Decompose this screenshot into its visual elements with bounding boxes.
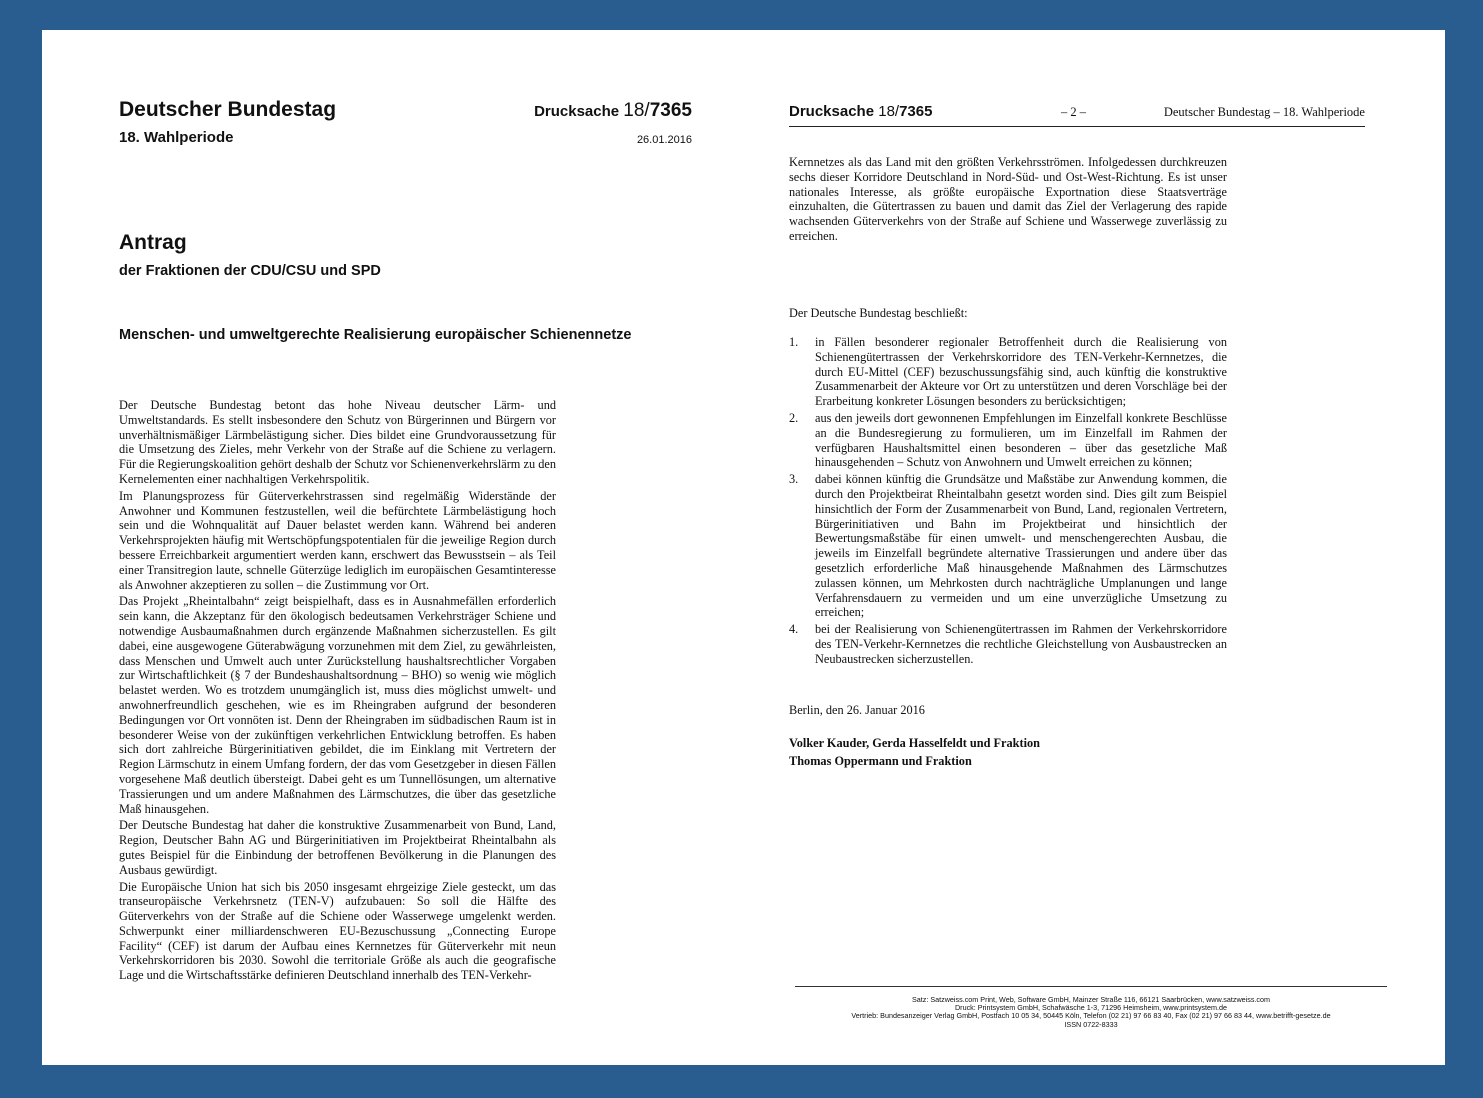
drucksache-label: Drucksache (534, 103, 620, 120)
list-item-text: dabei können künftig die Grundsätze und Maßstäbe zur Anwendung kommen, die durch den Projektbeirat Rheintalbahn gesetzt worden sind. Dies gilt zum Beispiel hinsichtlich der Form der Zusammenarbeit von Bund, Land, regionalen Vertretern, Bürgerinitiativen und Bahn im Projektbeirat und hinsichtlich der Bewertungsmaßstäbe für einen umwelt- und menschengerechten Ausbau, die jeweils im Einzelfall begründete alternative Trassierungen und andere über das gesetzlich erforderliche Maß hinausgehende Maßnahmen des Lärmschutzes zulassen können, um Mehrkosten durch nachträgliche Umplanungen und lange Verfahrensdauern zu vermeiden und um eine unverzügliche Umsetzung zu erreichen; (815, 472, 1227, 620)
list-item (789, 411, 1227, 470)
drucksache-num-part1: 18/ (878, 103, 900, 120)
doc-type-heading: Antrag (119, 231, 187, 254)
list-item-text: aus den jeweils dort gewonnenen Empfehlungen im Einzelfall konkrete Beschlüsse an die Bundesregierung zu formulieren, um im Einzelfall im Rahmen der verfügbaren Haushaltsmittel einen besonderen – über das gesetzliche Maß hinausgehenden – Schutz von Anwohnern und Umwelt erreichen zu können; (815, 410, 1227, 470)
body-paragraph: Die Europäische Union hat sich bis 2050 insgesamt ehrgeizige Ziele gesteckt, um das transeuropäische Verkehrsnetz (TEN-V) aufzubauen: So soll die Hälfte des Güterverkehrs von der Straße auf die Schiene oder Wasserwege umgelenkt werden. Schwerpunkt einer milliardenschweren EU-Bezuschussung „Connecting Europe Facility“ (CEF) ist darum der Aufbau eines Kernnetzes für Güterverkehr mit neun Verkehrskorridoren bis 2030. Sowohl die territoriale Größe als auch die geografische Lage und die Wirtschaftsstärke definieren Deutschland innerhalb des TEN-Verkehr- (119, 879, 556, 983)
drucksache-num-part2: 7365 (649, 100, 692, 121)
imprint-footer (795, 996, 1387, 1029)
right-drucksache-number (789, 103, 932, 120)
continuation-paragraph: Kernnetzes als das Land mit den größten Verkehrsströmen. Infolgedessen durchkreuzen sechs dieser Korridore Deutschland in Nord-Süd- und Ost-West-Richtung. Es ist unser nationales Interesse, als größte europäische Exportnation diese Staatsverträge einzuhalten, die Gütertrassen zu bauen und damit das Ziel der Verlagerung des rapide wachsenden Güterverkehrs von der Straße auf Schiene und Wasserwege zuverlässig zu erreichen. (789, 155, 1227, 243)
document-title: Menschen- und umweltgerechte Realisierung europäischer Schienennetze (119, 327, 632, 343)
page-number: – 2 – (1061, 105, 1086, 119)
list-item-text: in Fällen besonderer regionaler Betroffenheit durch die Realisierung von Schienengütertrassen der Verkehrskorridore des TEN-Verkehr-Kernnetzes, die durch EU-Mittel (CEF) bezuschussungsfähig sind, auch künftig die konstruktive Zusammenarbeit der Akteure vor Ort zu unterstützen und deren Vorschläge bei der Erarbeitung konkreter Lösungen besonders zu berücksichtigen; (815, 335, 1227, 409)
footer-line: ISSN 0722-8333 (1064, 1019, 1118, 1029)
running-head-text: Deutscher Bundestag – 18. Wahlperiode (1163, 105, 1365, 119)
list-item (789, 335, 1227, 409)
resolution-list (789, 335, 1227, 669)
list-item-number: 1. (789, 335, 799, 349)
body-paragraph: Das Projekt „Rheintalbahn“ zeigt beispielhaft, dass es in Ausnahmefällen erforderlich sein kann, die Akzeptanz für den ökologisch bedeutsamen Verkehrsträger Schiene und notwendige Ausbaumaßnahmen durch ergänzende Maßnahmen sicherzustellen. Es gilt dabei, eine ausgewogene Güterabwägung vorzunehmen mit dem Ziel, zu gewährleisten, dass Menschen und Umwelt auch unter Zurückstellung haushaltsrechtlicher Vorgaben zur Wirtschaftlichkeit (§ 7 der Bundeshaushaltsordnung – BHO) so wenig wie möglich belastet werden. Wo es trotzdem unumgänglich ist, muss dies möglichst umwelt- und anwohnerfreundlich geschehen, wie es im Rheingraben aufgrund der besonderen Bedingungen vor Ort vonnöten ist. Denn der Rheingraben im südbadischen Raum ist in besonderer Weise von der zukünftigen verkehrlichen Entwicklung betroffen. Es haben sich dort zahlreiche Bürgerinitiativen gebildet, die im Einklang mit Vertretern der Region Lärmschutz in einem Umfang fordern, der das vom Gesetzgeber in diesen Fällen vorgesehene Maß deutlich übersteigt. Dabei geht es um Tunnellösungen, um alternative Trassierungen und um andere Maßnahmen des Lärmschutzes, die über das gesetzliche Maß hinausgehen. (119, 594, 556, 816)
drucksache-number (534, 100, 692, 122)
drucksache-num-part1: 18/ (623, 100, 650, 121)
list-item-number: 4. (789, 622, 799, 637)
drucksache-label: Drucksache (789, 103, 875, 120)
document-date: 26.01.2016 (636, 134, 692, 146)
footer-line: Satz: Satzweiss.com Print, Web, Software GmbH, Mainzer Straße 116, 66121 Saarbrücken, www.satzweiss.com (911, 995, 1271, 1004)
list-item (789, 622, 1227, 666)
resolution-intro: Der Deutsche Bundestag beschließt: (789, 306, 968, 320)
list-item-number: 2. (789, 410, 799, 425)
institution-heading: Deutscher Bundestag (119, 98, 337, 121)
place-date: Berlin, den 26. Januar 2016 (789, 703, 925, 717)
drucksache-num-part2: 7365 (899, 103, 933, 120)
period-heading: 18. Wahlperiode (119, 129, 234, 146)
signature-line-2: Thomas Oppermann und Fraktion (789, 754, 972, 768)
body-paragraph: Im Planungsprozess für Güterverkehrstrassen sind regelmäßig Widerstände der Anwohner und Kommunen festzustellen, weil die befürchtete Lärmbelästigung hoch sein und die Wohnqualität auf Dauer belastet werden kann. Während bei anderen Verkehrsprojekten häufig mit Wertschöpfungspotentialen für die jeweilige Region durch bessere Erreichbarkeit argumentiert werden kann, erschwert das Bewusstsein – als Teil einer Transitregion laute, schnelle Güterzüge lediglich im europäischen Gesamtinteresse als Anwohner akzeptieren zu sollen – die Zustimmung vor Ort. (119, 488, 556, 592)
running-header (789, 100, 1365, 127)
list-item-text: bei der Realisierung von Schienengütertrassen im Rahmen der Verkehrskorridore des TEN-Verkehr-Kernnetzes die rechtliche Gleichstellung von Ausbaustrecken an Neubaustrecken sicherzustellen. (815, 622, 1227, 666)
right-body (789, 155, 1227, 246)
left-body (119, 398, 556, 985)
document-sheet (42, 30, 1445, 1065)
body-paragraph: Der Deutsche Bundestag betont das hohe Niveau deutscher Lärm- und Umweltstandards. Es stellt insbesondere den Schutz von Bürgerinnen und Bürgern vor unverhältnismäßiger Lärmbelästigung sicher. Dies bildet eine Grundvoraussetzung für die Umsetzung des Zieles, mehr Verkehr von der Straße auf die Schiene zu verlagern. Für die Regierungskoalition gehört deshalb der Schutz vor Schienenverkehrslärm zu den Kernelementen einer nachhaltigen Verkehrspolitik. (119, 398, 556, 486)
footer-line: Druck: Printsystem GmbH, Schafwäsche 1-3, 71296 Heimsheim, www.printsystem.de (954, 1003, 1228, 1013)
body-paragraph: Der Deutsche Bundestag hat daher die konstruktive Zusammenarbeit von Bund, Land, Region, Deutscher Bahn AG und Bürgerinitiativen im Projektbeirat Rheintalbahn als gutes Beispiel für die Einbindung der betroffenen Bevölkerung in die Planungen des Ausbaus gewürdigt. (119, 818, 556, 877)
signature-line-1: Volker Kauder, Gerda Hasselfeldt und Fraktion (789, 736, 1040, 750)
factions-heading: der Fraktionen der CDU/CSU und SPD (119, 263, 381, 279)
list-item (789, 472, 1227, 620)
list-item-number: 3. (789, 472, 799, 487)
footer-divider (795, 986, 1387, 987)
footer-line: Vertrieb: Bundesanzeiger Verlag GmbH, Postfach 10 05 34, 50445 Köln, Telefon (02 21) 97 66 83 40, Fax (02 21) 97 66 83 44, www.betrifft-gesetze.de (851, 1011, 1331, 1021)
